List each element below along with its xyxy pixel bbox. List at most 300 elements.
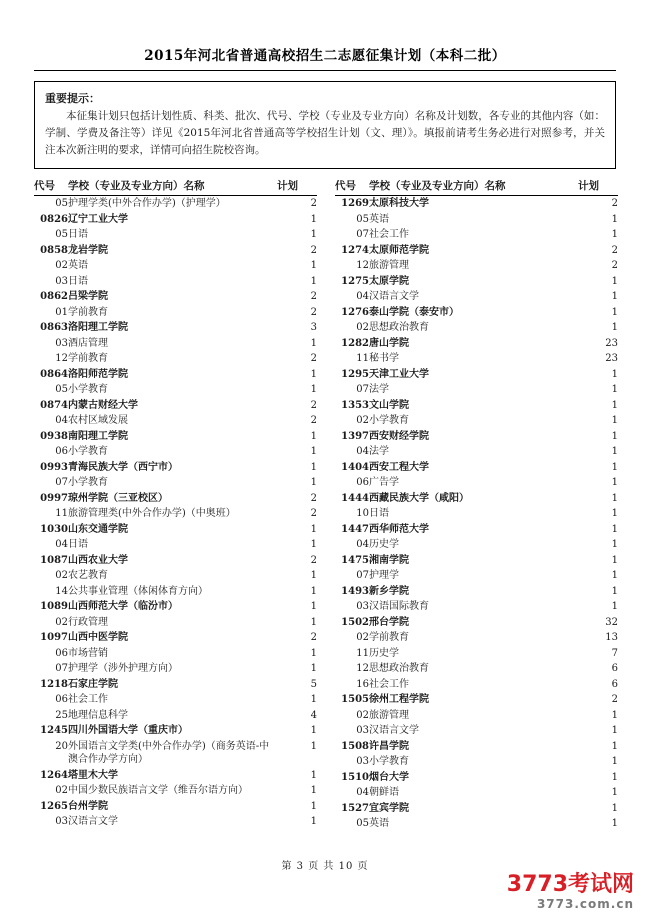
cell-name: 学前教育 <box>369 632 409 643</box>
cell-name: 法学 <box>369 384 389 395</box>
cell-code: 1276 <box>341 306 369 318</box>
cell-code: 20 <box>55 740 68 752</box>
watermark-site-name: 3773考试网 <box>506 872 634 897</box>
notice-heading: 重要提示： <box>45 92 100 105</box>
cell-name: 思想政治教育 <box>369 322 429 333</box>
cell-name: 洛阳理工学院 <box>68 322 128 333</box>
cell-name: 山西师范大学（临汾市） <box>68 601 178 612</box>
cell-name: 中国少数民族语言文学（维吾尔语方向） <box>68 785 248 796</box>
cell-plan: 1 <box>611 368 618 380</box>
cell-code: 07 <box>356 384 369 395</box>
cell-code: 1404 <box>341 461 369 473</box>
cell-plan: 1 <box>310 368 317 380</box>
cell-code: 03 <box>356 601 369 612</box>
cell-code: 05 <box>55 384 68 395</box>
cell-code: 1264 <box>40 769 68 781</box>
cell-code: 1097 <box>40 632 68 643</box>
cell-code: 06 <box>55 694 68 705</box>
cell-name: 护理学类(中外合作办学)（护理学） <box>68 198 226 209</box>
table-row-school <box>34 491 317 507</box>
table-row-major <box>34 258 317 274</box>
cell-plan: 1 <box>611 477 618 488</box>
cell-name: 历史学 <box>369 647 399 659</box>
cell-name: 社会工作 <box>369 229 409 240</box>
cell-name: 西华师范大学 <box>369 523 429 535</box>
table-row-school <box>34 677 317 693</box>
cell-name: 琼州学院（三亚校区） <box>68 492 168 504</box>
cell-plan: 23 <box>605 337 618 349</box>
table-row-school <box>335 801 618 817</box>
table-row-school <box>34 799 317 815</box>
cell-name: 汉语言文学 <box>369 291 419 302</box>
cell-name: 广告学 <box>369 477 399 488</box>
cell-plan: 1 <box>310 816 317 827</box>
cell-code: 05 <box>55 229 68 240</box>
table-row-school <box>335 274 618 290</box>
cell-plan: 1 <box>611 384 618 395</box>
table-row-school <box>335 584 618 600</box>
cell-plan: 1 <box>310 616 317 628</box>
table-row-major <box>335 816 618 832</box>
cell-plan: 1 <box>310 785 317 796</box>
table-row-school <box>335 522 618 538</box>
table-row-major <box>34 783 317 799</box>
table-row-school <box>335 460 618 476</box>
table-row-school <box>34 630 317 646</box>
table-row-school <box>335 739 618 755</box>
header-name: 学校（专业及专业方向）名称 <box>68 178 277 196</box>
cell-code: 1527 <box>341 802 369 814</box>
table-row-major <box>34 444 317 460</box>
cell-name: 石家庄学院 <box>68 678 118 690</box>
cell-code: 02 <box>356 632 369 643</box>
cell-plan: 1 <box>310 384 317 395</box>
table-row-major <box>34 227 317 243</box>
cell-plan: 1 <box>611 709 618 721</box>
cell-name: 吕梁学院 <box>68 291 108 302</box>
cell-plan: 1 <box>310 740 317 752</box>
cell-plan: 23 <box>605 353 618 364</box>
cell-code: 03 <box>356 756 369 767</box>
cell-plan: 2 <box>310 508 317 519</box>
cell-name: 地理信息科学 <box>68 709 128 721</box>
table-row-major <box>335 506 618 522</box>
table-row-major <box>34 475 317 491</box>
table-row-major <box>34 305 317 321</box>
cell-code: 0874 <box>40 399 68 411</box>
table-row-major <box>335 444 618 460</box>
table-row-major <box>335 351 618 367</box>
cell-name: 农村区域发展 <box>68 415 128 426</box>
table-row-major <box>34 814 317 830</box>
cell-name: 学前教育 <box>68 353 108 364</box>
table-row-major <box>335 754 618 770</box>
cell-plan: 13 <box>605 632 618 643</box>
table-row-major <box>34 568 317 584</box>
table-row-major <box>335 413 618 429</box>
cell-plan: 2 <box>310 492 317 504</box>
cell-name: 英语 <box>369 818 389 829</box>
cell-plan: 1 <box>611 430 618 442</box>
cell-plan: 3 <box>310 322 317 333</box>
cell-code: 04 <box>55 415 68 426</box>
cell-name: 青海民族大学（西宁市） <box>68 461 178 473</box>
cell-code: 12 <box>55 353 68 364</box>
cell-plan: 1 <box>310 229 317 240</box>
cell-plan: 1 <box>611 554 618 566</box>
table-row-school <box>34 599 317 615</box>
cell-plan: 1 <box>611 601 618 612</box>
table-row-major <box>34 382 317 398</box>
table-row-school <box>34 768 317 784</box>
cell-name: 山西中医学院 <box>68 632 128 643</box>
cell-name: 唐山学院 <box>369 337 409 349</box>
cell-code: 02 <box>55 616 68 628</box>
cell-name: 西安工程大学 <box>369 461 429 473</box>
cell-code: 1295 <box>341 368 369 380</box>
cell-plan: 1 <box>310 663 317 674</box>
cell-code: 06 <box>55 446 68 457</box>
important-notice-box <box>34 81 616 169</box>
cell-plan: 1 <box>611 570 618 581</box>
cell-name: 洛阳师范学院 <box>68 368 128 380</box>
cell-code: 1265 <box>40 800 68 812</box>
cell-plan: 1 <box>310 337 317 349</box>
cell-name: 酒店管理 <box>68 337 108 349</box>
cell-plan: 2 <box>310 554 317 566</box>
cell-code: 1493 <box>341 585 369 597</box>
table-row-major <box>335 723 618 739</box>
cell-plan: 1 <box>611 756 618 767</box>
cell-code: 1030 <box>40 523 68 535</box>
cell-name: 朝鲜语 <box>369 787 399 798</box>
cell-name: 文山学院 <box>369 399 409 411</box>
table-header-row <box>34 178 317 196</box>
cell-plan: 1 <box>310 213 317 225</box>
cell-code: 1089 <box>40 601 68 612</box>
cell-name: 西藏民族大学（咸阳） <box>369 492 469 504</box>
cell-plan: 1 <box>611 771 618 783</box>
table-row-major <box>34 615 317 631</box>
table-row-major <box>335 599 618 615</box>
header-plan: 计划 <box>277 178 317 196</box>
cell-code: 16 <box>356 678 369 690</box>
cell-plan: 2 <box>611 244 618 256</box>
cell-name: 山西农业大学 <box>68 554 128 566</box>
table-row-major <box>335 677 618 693</box>
cell-name: 小学教育 <box>68 384 108 395</box>
cell-name: 内蒙古财经大学 <box>68 399 138 411</box>
table-row-school <box>34 460 317 476</box>
cell-code: 0863 <box>40 322 68 333</box>
cell-code: 04 <box>55 539 68 550</box>
cell-code: 06 <box>356 477 369 488</box>
cell-plan: 1 <box>310 260 317 271</box>
cell-code: 05 <box>356 213 369 225</box>
cell-plan: 2 <box>310 353 317 364</box>
cell-name: 旅游管理类(中外合作办学)（中奥班） <box>68 508 236 519</box>
cell-name: 护理学 <box>369 570 399 581</box>
cell-name: 社会工作 <box>68 694 108 705</box>
table-row-major <box>34 413 317 429</box>
cell-code: 0826 <box>40 213 68 225</box>
table-row-major <box>34 506 317 522</box>
table-row-school <box>34 522 317 538</box>
cell-code: 11 <box>356 647 369 659</box>
page-title: 2015年河北省普通高校招生二志愿征集计划（本科二批） <box>144 48 506 64</box>
cell-code: 02 <box>55 570 68 581</box>
table-row-major <box>335 320 618 336</box>
cell-name: 汉语国际教育 <box>369 601 429 612</box>
cell-name: 小学教育 <box>369 415 409 426</box>
cell-code: 1087 <box>40 554 68 566</box>
cell-plan: 2 <box>310 306 317 318</box>
cell-plan: 1 <box>611 508 618 519</box>
cell-code: 03 <box>55 816 68 827</box>
table-row-school <box>335 615 618 631</box>
cell-name: 日语 <box>68 275 88 287</box>
table-row-school <box>34 212 317 228</box>
cell-name: 思想政治教育 <box>369 663 429 674</box>
table-row-major <box>34 646 317 662</box>
cell-name: 社会工作 <box>369 678 409 690</box>
table-row-major <box>335 661 618 677</box>
table-row-major <box>34 708 317 724</box>
cell-name: 山东交通学院 <box>68 523 128 535</box>
cell-plan: 1 <box>611 446 618 457</box>
cell-plan: 2 <box>611 198 618 209</box>
cell-name: 汉语言文学 <box>68 816 118 827</box>
cell-plan: 1 <box>611 818 618 829</box>
cell-code: 1274 <box>341 244 369 256</box>
cell-code: 25 <box>55 709 68 721</box>
cell-name: 徐州工程学院 <box>369 694 429 705</box>
cell-code: 11 <box>356 353 369 364</box>
cell-plan: 1 <box>310 800 317 812</box>
cell-plan: 1 <box>310 570 317 581</box>
cell-plan: 7 <box>611 647 618 659</box>
table-row-school <box>335 429 618 445</box>
left-column <box>34 178 317 832</box>
cell-name: 历史学 <box>369 539 399 550</box>
cell-plan: 1 <box>611 461 618 473</box>
cell-name: 邢台学院 <box>369 616 409 628</box>
cell-name: 法学 <box>369 446 389 457</box>
cell-plan: 32 <box>605 616 618 628</box>
cell-plan: 1 <box>310 523 317 535</box>
cell-name: 护理学（涉外护理方向） <box>68 663 178 674</box>
cell-plan: 1 <box>611 306 618 318</box>
cell-name: 英语 <box>68 260 88 271</box>
cell-name: 烟台大学 <box>369 771 409 783</box>
cell-name: 辽宁工业大学 <box>68 213 128 225</box>
table-row-school <box>335 336 618 352</box>
cell-code: 1510 <box>341 771 369 783</box>
cell-plan: 1 <box>611 523 618 535</box>
cell-code: 1282 <box>341 337 369 349</box>
cell-plan: 1 <box>310 769 317 781</box>
table-row-major <box>34 537 317 553</box>
cell-code: 0993 <box>40 461 68 473</box>
table-row-major <box>34 351 317 367</box>
cell-code: 07 <box>356 229 369 240</box>
table-row-school <box>335 243 618 259</box>
table-row-school <box>335 398 618 414</box>
cell-code: 04 <box>356 539 369 550</box>
table-row-school <box>34 320 317 336</box>
cell-code: 03 <box>55 337 68 349</box>
table-row-major <box>335 646 618 662</box>
cell-name: 太原师范学院 <box>369 244 429 256</box>
cell-code: 03 <box>356 725 369 736</box>
cell-plan: 1 <box>611 291 618 302</box>
cell-code: 02 <box>356 709 369 721</box>
table-row-major <box>335 475 618 491</box>
plan-columns <box>34 178 616 832</box>
cell-plan: 1 <box>611 275 618 287</box>
cell-plan: 1 <box>310 694 317 705</box>
table-row-major <box>335 537 618 553</box>
cell-name: 新乡学院 <box>369 585 409 597</box>
cell-plan: 1 <box>310 725 317 736</box>
cell-plan: 1 <box>310 585 317 597</box>
cell-code: 07 <box>55 663 68 674</box>
cell-plan: 1 <box>611 322 618 333</box>
cell-code: 14 <box>55 585 68 597</box>
table-row-major <box>34 692 317 708</box>
cell-code: 03 <box>55 275 68 287</box>
cell-code: 02 <box>55 785 68 796</box>
cell-code: 02 <box>55 260 68 271</box>
header-code: 代号 <box>34 178 68 196</box>
cell-name: 宜宾学院 <box>369 802 409 814</box>
cell-code: 11 <box>55 508 68 519</box>
cell-code: 10 <box>356 508 369 519</box>
cell-code: 1475 <box>341 554 369 566</box>
cell-code: 05 <box>356 818 369 829</box>
table-header-row <box>335 178 618 196</box>
cell-name: 旅游管理 <box>369 709 409 721</box>
cell-plan: 1 <box>611 539 618 550</box>
table-row-school <box>34 723 317 739</box>
cell-name: 旅游管理 <box>369 260 409 271</box>
table-row-school <box>335 553 618 569</box>
cell-name: 太原科技大学 <box>369 198 429 209</box>
cell-plan: 1 <box>611 585 618 597</box>
table-row-major <box>335 227 618 243</box>
cell-name: 公共事业管理（体闲体育方向） <box>68 585 208 597</box>
table-row-major <box>335 212 618 228</box>
cell-name: 学前教育 <box>68 306 108 318</box>
cell-plan: 1 <box>310 275 317 287</box>
table-row-major <box>34 584 317 600</box>
watermark-site-url: 3773.com.cn <box>536 897 634 911</box>
cell-code: 1447 <box>341 523 369 535</box>
cell-code: 1502 <box>341 616 369 628</box>
cell-name: 太原学院 <box>369 275 409 287</box>
cell-name: 行政管理 <box>68 616 108 628</box>
cell-name: 外国语言文学类(中外合作办学)（商务英语-中澳合作办学方向） <box>68 740 270 765</box>
cell-plan: 2 <box>310 415 317 426</box>
plan-table-left <box>34 178 317 830</box>
table-row-school <box>335 305 618 321</box>
table-row-major <box>335 785 618 801</box>
cell-plan: 2 <box>611 260 618 271</box>
cell-code: 0862 <box>40 291 68 302</box>
cell-code: 04 <box>356 446 369 457</box>
watermark <box>507 874 634 910</box>
table-row-major <box>34 274 317 290</box>
cell-name: 小学教育 <box>68 477 108 488</box>
cell-plan: 1 <box>310 601 317 612</box>
cell-code: 01 <box>55 306 68 318</box>
cell-plan: 1 <box>611 740 618 752</box>
table-row-school <box>34 553 317 569</box>
cell-name: 农艺教育 <box>68 570 108 581</box>
cell-code: 0864 <box>40 368 68 380</box>
cell-code: 07 <box>55 477 68 488</box>
cell-name: 日语 <box>68 539 88 550</box>
table-row-major <box>34 336 317 352</box>
cell-plan: 2 <box>310 399 317 411</box>
cell-plan: 1 <box>611 802 618 814</box>
table-row-major <box>335 258 618 274</box>
table-row-school <box>34 398 317 414</box>
notice-body: 本征集计划只包括计划性质、科类、批次、代号、学校（专业及专业方向）名称及计划数，各专业的其他内容（如：学制、学费及备注等）详见《2015年河北省普通高等学校招生计划（文、理）》。填报前请考生务必进行对照参考，并关注本次新注明的要求，详情可向招生院校咨询。 <box>45 110 605 156</box>
cell-code: 1397 <box>341 430 369 442</box>
cell-name: 秘书学 <box>369 353 399 364</box>
cell-plan: 1 <box>611 492 618 504</box>
cell-plan: 2 <box>310 244 317 256</box>
table-row-school <box>335 491 618 507</box>
table-row-school <box>335 196 618 212</box>
right-column <box>335 178 618 832</box>
table-row-major <box>335 708 618 724</box>
cell-plan: 2 <box>310 291 317 302</box>
cell-code: 12 <box>356 260 369 271</box>
cell-name: 日语 <box>369 508 389 519</box>
cell-code: 04 <box>356 291 369 302</box>
cell-code: 0997 <box>40 492 68 504</box>
cell-name: 南阳理工学院 <box>68 430 128 442</box>
cell-plan: 1 <box>611 415 618 426</box>
cell-code: 1505 <box>341 694 369 705</box>
cell-code: 1353 <box>341 399 369 411</box>
table-row-major <box>335 382 618 398</box>
table-row-school <box>34 243 317 259</box>
cell-code: 05 <box>55 198 68 209</box>
header-plan: 计划 <box>578 178 618 196</box>
cell-plan: 1 <box>611 399 618 411</box>
cell-code: 0858 <box>40 244 68 256</box>
table-row-school <box>34 429 317 445</box>
cell-name: 湘南学院 <box>369 554 409 566</box>
table-row-school <box>335 367 618 383</box>
cell-plan: 1 <box>310 430 317 442</box>
cell-plan: 1 <box>310 647 317 659</box>
cell-name: 台州学院 <box>68 800 108 812</box>
cell-code: 06 <box>55 647 68 659</box>
cell-plan: 1 <box>310 477 317 488</box>
cell-name: 塔里木大学 <box>68 769 118 781</box>
cell-code: 12 <box>356 663 369 674</box>
cell-name: 小学教育 <box>68 446 108 457</box>
cell-name: 许昌学院 <box>369 740 409 752</box>
cell-code: 1245 <box>40 725 68 736</box>
cell-code: 02 <box>356 415 369 426</box>
table-row-major <box>34 196 317 212</box>
cell-name: 西安财经学院 <box>369 430 429 442</box>
